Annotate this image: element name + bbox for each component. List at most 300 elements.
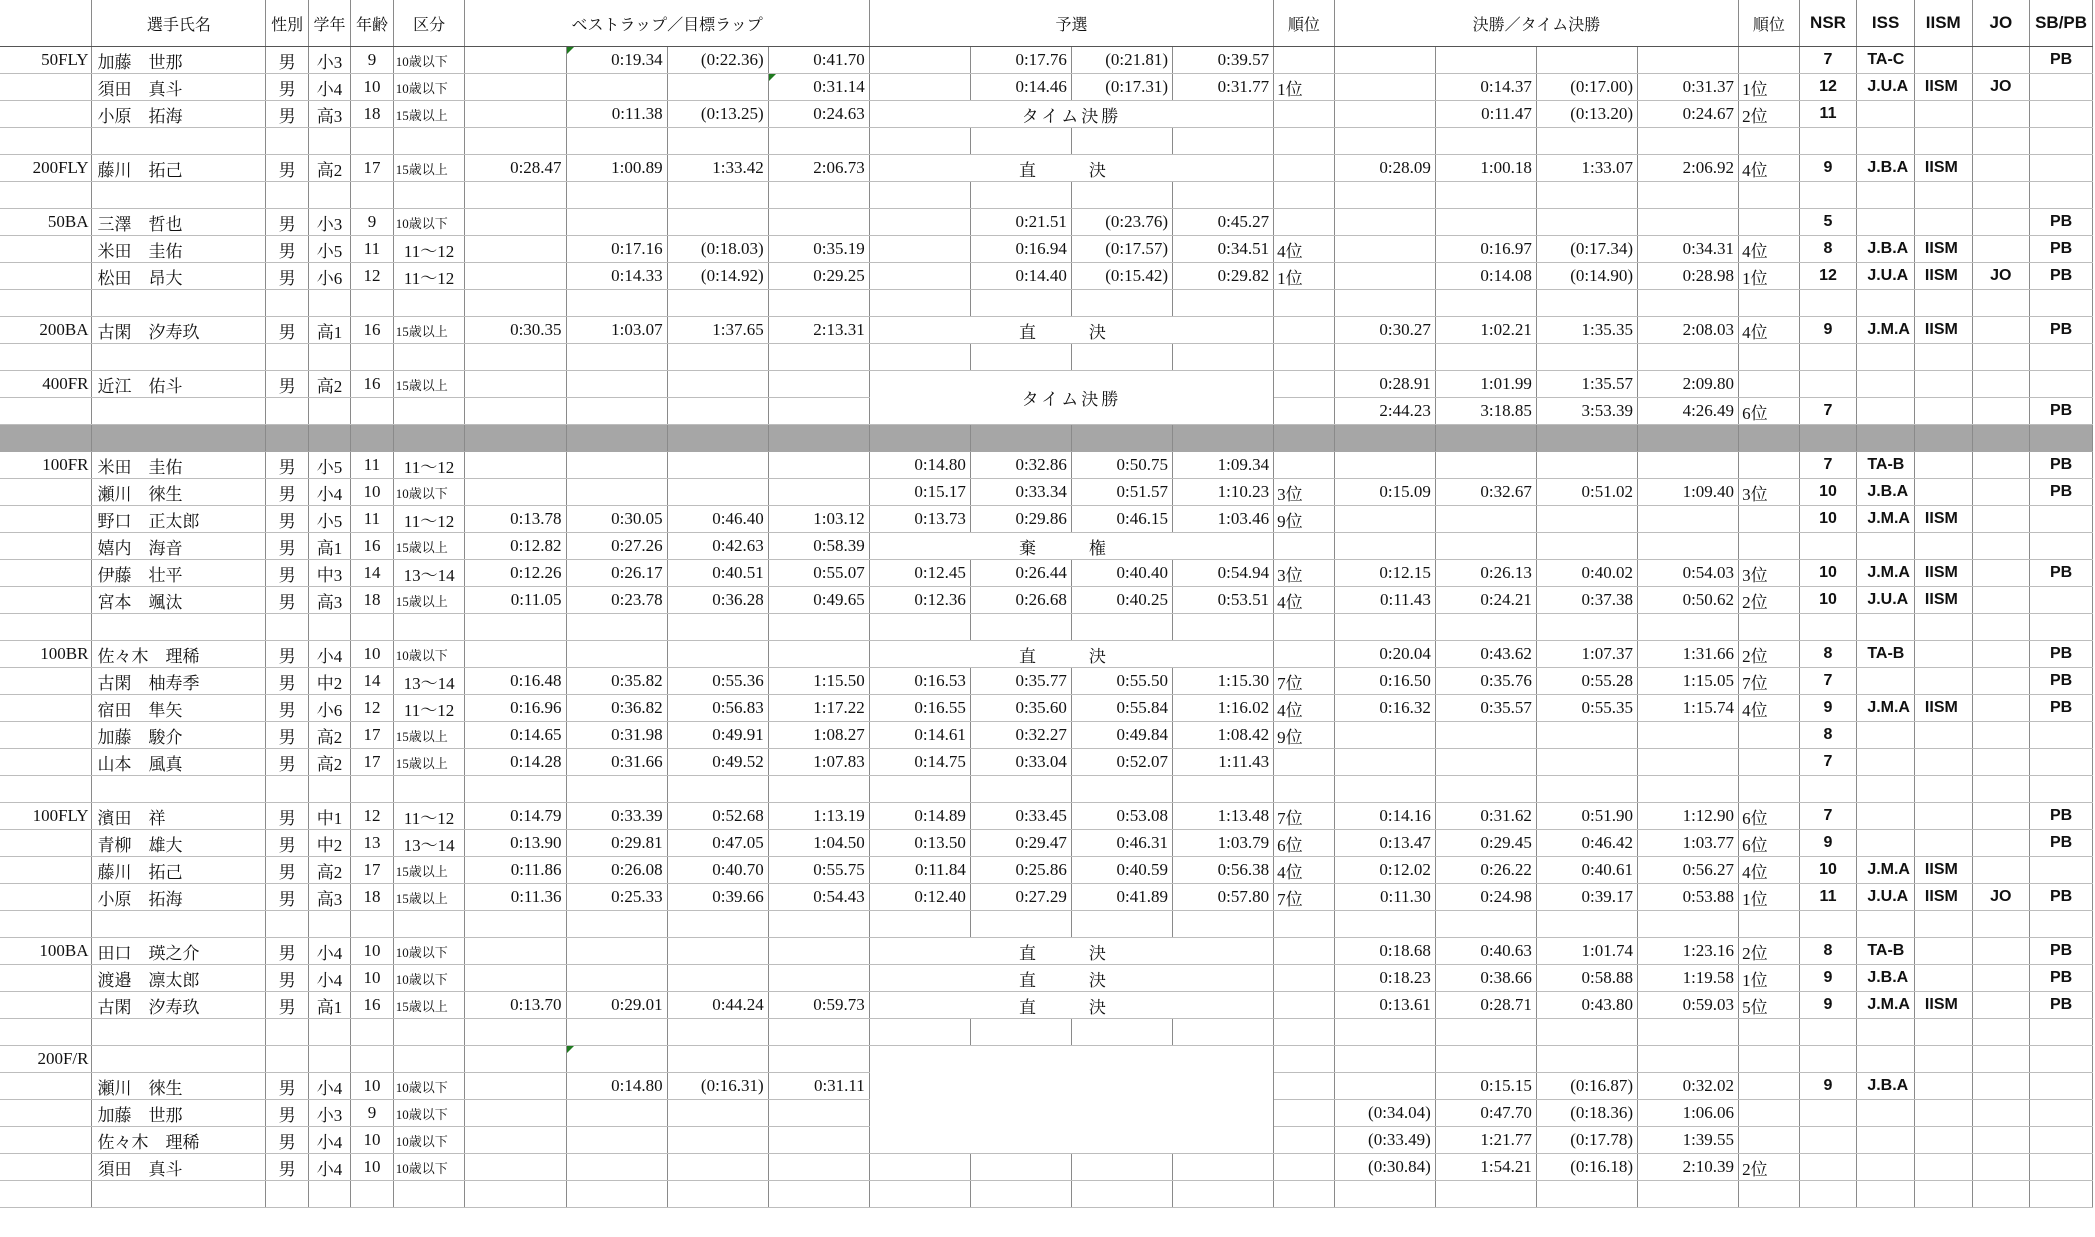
- best-lap-l1-cell[interactable]: [465, 128, 566, 155]
- heat-merged-cell[interactable]: 直 決: [869, 965, 1273, 992]
- best-lap-l3-cell[interactable]: 0:39.66: [667, 884, 768, 911]
- grade-cell[interactable]: 小4: [308, 479, 350, 506]
- final-rank-cell[interactable]: 6位: [1739, 830, 1800, 857]
- best-lap-l3-cell[interactable]: [667, 290, 768, 317]
- final-rank-cell[interactable]: [1739, 911, 1800, 938]
- sex-cell[interactable]: 男: [266, 506, 308, 533]
- best-lap-l3-cell[interactable]: [667, 1154, 768, 1181]
- best-lap-l3-cell[interactable]: 0:46.40: [667, 506, 768, 533]
- jo-cell[interactable]: [1972, 992, 2030, 1019]
- heat-rank-cell[interactable]: [1274, 1046, 1335, 1073]
- sex-cell[interactable]: 男: [266, 857, 308, 884]
- nsr-cell[interactable]: 10: [1799, 506, 1857, 533]
- final-rank-cell[interactable]: [1739, 1127, 1800, 1154]
- final-f4-cell[interactable]: 1:15.74: [1637, 695, 1738, 722]
- heat-h1-cell[interactable]: 0:14.89: [869, 803, 970, 830]
- header-iism[interactable]: IISM: [1914, 0, 1972, 47]
- nsr-cell[interactable]: 8: [1799, 722, 1857, 749]
- jo-cell[interactable]: [1972, 209, 2030, 236]
- heat-h1-cell[interactable]: [869, 425, 970, 452]
- swimmer-name-cell[interactable]: 加藤 世那: [92, 1100, 266, 1127]
- final-rank-cell[interactable]: 2位: [1739, 938, 1800, 965]
- final-f1-cell[interactable]: 0:20.04: [1334, 641, 1435, 668]
- best-lap-l4-cell[interactable]: [768, 1019, 869, 1046]
- header-jo[interactable]: JO: [1972, 0, 2030, 47]
- best-lap-l3-cell[interactable]: [667, 1127, 768, 1154]
- heat-h3-cell[interactable]: 0:46.31: [1071, 830, 1172, 857]
- heat-h2-cell[interactable]: 0:14.40: [970, 263, 1071, 290]
- nsr-cell[interactable]: 9: [1799, 830, 1857, 857]
- iism-cell[interactable]: [1914, 1154, 1972, 1181]
- best-lap-l2-cell[interactable]: 0:14.80: [566, 1073, 667, 1100]
- final-rank-cell[interactable]: [1739, 722, 1800, 749]
- final-f2-cell[interactable]: 1:00.18: [1435, 155, 1536, 182]
- iss-cell[interactable]: TA-B: [1857, 641, 1915, 668]
- sex-cell[interactable]: 男: [266, 749, 308, 776]
- final-rank-cell[interactable]: 5位: [1739, 992, 1800, 1019]
- header-best-lap[interactable]: ベストラップ／目標ラップ: [465, 0, 869, 47]
- sbpb-cell[interactable]: PB: [2030, 263, 2093, 290]
- heat-h1-cell[interactable]: [869, 182, 970, 209]
- swimmer-name-cell[interactable]: 三澤 哲也: [92, 209, 266, 236]
- sex-cell[interactable]: [266, 1046, 308, 1073]
- swimmer-name-cell[interactable]: [92, 1019, 266, 1046]
- jo-cell[interactable]: [1972, 938, 2030, 965]
- jo-cell[interactable]: [1972, 560, 2030, 587]
- final-f1-cell[interactable]: (0:34.04): [1334, 1100, 1435, 1127]
- iss-cell[interactable]: J.M.A: [1857, 695, 1915, 722]
- event-cell[interactable]: [0, 587, 92, 614]
- best-lap-l1-cell[interactable]: [465, 614, 566, 641]
- heat-h4-cell[interactable]: [1173, 614, 1274, 641]
- heat-h2-cell[interactable]: 0:21.51: [970, 209, 1071, 236]
- grade-cell[interactable]: 小5: [308, 236, 350, 263]
- category-cell[interactable]: 15歳以上: [393, 155, 465, 182]
- grade-cell[interactable]: [308, 1019, 350, 1046]
- iss-cell[interactable]: J.M.A: [1857, 857, 1915, 884]
- heat-h4-cell[interactable]: [1173, 911, 1274, 938]
- final-f2-cell[interactable]: 0:38.66: [1435, 965, 1536, 992]
- age-cell[interactable]: 17: [351, 722, 393, 749]
- iism-cell[interactable]: [1914, 128, 1972, 155]
- best-lap-l4-cell[interactable]: 1:07.83: [768, 749, 869, 776]
- best-lap-l1-cell[interactable]: 0:30.35: [465, 317, 566, 344]
- header-category[interactable]: 区分: [393, 0, 465, 47]
- nsr-cell[interactable]: 8: [1799, 641, 1857, 668]
- iism-cell[interactable]: [1914, 1046, 1972, 1073]
- jo-cell[interactable]: [1972, 533, 2030, 560]
- grade-cell[interactable]: [308, 398, 350, 425]
- category-cell[interactable]: 10歳以下: [393, 74, 465, 101]
- age-cell[interactable]: 9: [351, 47, 393, 74]
- sbpb-cell[interactable]: PB: [2030, 317, 2093, 344]
- heat-h1-cell[interactable]: [869, 128, 970, 155]
- best-lap-l4-cell[interactable]: 0:29.25: [768, 263, 869, 290]
- nsr-cell[interactable]: 10: [1799, 587, 1857, 614]
- best-lap-l4-cell[interactable]: [768, 614, 869, 641]
- best-lap-l4-cell[interactable]: 0:31.11: [768, 1073, 869, 1100]
- best-lap-l3-cell[interactable]: [667, 209, 768, 236]
- best-lap-l2-cell[interactable]: [566, 479, 667, 506]
- best-lap-l2-cell[interactable]: 0:31.98: [566, 722, 667, 749]
- age-cell[interactable]: 12: [351, 803, 393, 830]
- heat-rank-cell[interactable]: [1274, 911, 1335, 938]
- iss-cell[interactable]: J.U.A: [1857, 263, 1915, 290]
- event-cell[interactable]: 100FR: [0, 452, 92, 479]
- nsr-cell[interactable]: [1799, 1100, 1857, 1127]
- heat-h1-cell[interactable]: [869, 1019, 970, 1046]
- final-f1-cell[interactable]: 0:16.50: [1334, 668, 1435, 695]
- iss-cell[interactable]: [1857, 1019, 1915, 1046]
- event-cell[interactable]: [0, 1154, 92, 1181]
- best-lap-l2-cell[interactable]: [566, 371, 667, 398]
- final-f3-cell[interactable]: 1:01.74: [1536, 938, 1637, 965]
- grade-cell[interactable]: 高2: [308, 722, 350, 749]
- event-cell[interactable]: [0, 236, 92, 263]
- grade-cell[interactable]: 高2: [308, 155, 350, 182]
- heat-h1-cell[interactable]: 0:11.84: [869, 857, 970, 884]
- final-f4-cell[interactable]: 0:54.03: [1637, 560, 1738, 587]
- jo-cell[interactable]: [1972, 830, 2030, 857]
- category-cell[interactable]: 11～12: [393, 695, 465, 722]
- final-f2-cell[interactable]: 0:26.22: [1435, 857, 1536, 884]
- best-lap-l3-cell[interactable]: (0:16.31): [667, 1073, 768, 1100]
- best-lap-l2-cell[interactable]: [566, 1181, 667, 1208]
- best-lap-l1-cell[interactable]: 0:13.90: [465, 830, 566, 857]
- iism-cell[interactable]: IISM: [1914, 317, 1972, 344]
- final-f4-cell[interactable]: 1:19.58: [1637, 965, 1738, 992]
- swimmer-name-cell[interactable]: [92, 290, 266, 317]
- grade-cell[interactable]: 小3: [308, 47, 350, 74]
- sbpb-cell[interactable]: PB: [2030, 47, 2093, 74]
- jo-cell[interactable]: [1972, 1073, 2030, 1100]
- age-cell[interactable]: 10: [351, 1154, 393, 1181]
- jo-cell[interactable]: JO: [1972, 74, 2030, 101]
- iss-cell[interactable]: J.B.A: [1857, 1073, 1915, 1100]
- header-rank-heats[interactable]: 順位: [1274, 0, 1335, 47]
- sbpb-cell[interactable]: [2030, 155, 2093, 182]
- final-f1-cell[interactable]: 0:12.02: [1334, 857, 1435, 884]
- heat-h3-cell[interactable]: [1071, 1019, 1172, 1046]
- sbpb-cell[interactable]: [2030, 182, 2093, 209]
- final-f4-cell[interactable]: 0:59.03: [1637, 992, 1738, 1019]
- category-cell[interactable]: 15歳以上: [393, 317, 465, 344]
- final-f3-cell[interactable]: [1536, 290, 1637, 317]
- final-rank-cell[interactable]: 1位: [1739, 74, 1800, 101]
- best-lap-l3-cell[interactable]: [667, 398, 768, 425]
- header-nsr[interactable]: NSR: [1799, 0, 1857, 47]
- final-f1-cell[interactable]: [1334, 47, 1435, 74]
- heat-merged-cell[interactable]: 直 決: [869, 992, 1273, 1019]
- heat-h4-cell[interactable]: 1:15.30: [1173, 668, 1274, 695]
- heat-h4-cell[interactable]: 0:53.51: [1173, 587, 1274, 614]
- best-lap-l1-cell[interactable]: [465, 1181, 566, 1208]
- final-f4-cell[interactable]: 1:31.66: [1637, 641, 1738, 668]
- category-cell[interactable]: 15歳以上: [393, 992, 465, 1019]
- age-cell[interactable]: 18: [351, 101, 393, 128]
- heat-h2-cell[interactable]: 0:32.27: [970, 722, 1071, 749]
- grade-cell[interactable]: 高2: [308, 371, 350, 398]
- final-f3-cell[interactable]: (0:13.20): [1536, 101, 1637, 128]
- category-cell[interactable]: [393, 425, 465, 452]
- heat-merged-cell[interactable]: [869, 1046, 1273, 1154]
- best-lap-l4-cell[interactable]: [768, 290, 869, 317]
- age-cell[interactable]: 9: [351, 1100, 393, 1127]
- final-rank-cell[interactable]: [1739, 506, 1800, 533]
- sbpb-cell[interactable]: PB: [2030, 641, 2093, 668]
- age-cell[interactable]: 18: [351, 884, 393, 911]
- header-grade[interactable]: 学年: [308, 0, 350, 47]
- heat-h1-cell[interactable]: 0:16.55: [869, 695, 970, 722]
- sbpb-cell[interactable]: [2030, 722, 2093, 749]
- heat-h3-cell[interactable]: 0:53.08: [1071, 803, 1172, 830]
- iss-cell[interactable]: J.B.A: [1857, 236, 1915, 263]
- sbpb-cell[interactable]: [2030, 749, 2093, 776]
- final-f3-cell[interactable]: [1536, 425, 1637, 452]
- final-f2-cell[interactable]: 0:28.71: [1435, 992, 1536, 1019]
- best-lap-l1-cell[interactable]: [465, 1046, 566, 1073]
- sbpb-cell[interactable]: PB: [2030, 236, 2093, 263]
- sbpb-cell[interactable]: PB: [2030, 398, 2093, 425]
- heat-rank-cell[interactable]: 4位: [1274, 857, 1335, 884]
- best-lap-l2-cell[interactable]: 0:19.34: [566, 47, 667, 74]
- heat-h1-cell[interactable]: [869, 1154, 970, 1181]
- final-f3-cell[interactable]: 0:55.35: [1536, 695, 1637, 722]
- best-lap-l1-cell[interactable]: 0:28.47: [465, 155, 566, 182]
- grade-cell[interactable]: 小6: [308, 695, 350, 722]
- age-cell[interactable]: [351, 776, 393, 803]
- swimmer-name-cell[interactable]: 加藤 世那: [92, 47, 266, 74]
- best-lap-l2-cell[interactable]: 0:29.81: [566, 830, 667, 857]
- best-lap-l1-cell[interactable]: 0:13.70: [465, 992, 566, 1019]
- nsr-cell[interactable]: 7: [1799, 749, 1857, 776]
- swimmer-name-cell[interactable]: 松田 昂大: [92, 263, 266, 290]
- iism-cell[interactable]: IISM: [1914, 587, 1972, 614]
- best-lap-l3-cell[interactable]: (0:18.03): [667, 236, 768, 263]
- sbpb-cell[interactable]: [2030, 857, 2093, 884]
- heat-h3-cell[interactable]: (0:17.31): [1071, 74, 1172, 101]
- final-f2-cell[interactable]: 0:35.76: [1435, 668, 1536, 695]
- final-f2-cell[interactable]: [1435, 209, 1536, 236]
- best-lap-l3-cell[interactable]: [667, 614, 768, 641]
- swimmer-name-cell[interactable]: 藤川 拓己: [92, 155, 266, 182]
- heat-rank-cell[interactable]: 4位: [1274, 695, 1335, 722]
- iss-cell[interactable]: [1857, 1127, 1915, 1154]
- swimmer-name-cell[interactable]: 小原 拓海: [92, 884, 266, 911]
- best-lap-l4-cell[interactable]: [768, 425, 869, 452]
- heat-h1-cell[interactable]: 0:14.61: [869, 722, 970, 749]
- sbpb-cell[interactable]: PB: [2030, 452, 2093, 479]
- grade-cell[interactable]: 高1: [308, 317, 350, 344]
- best-lap-l3-cell[interactable]: [667, 452, 768, 479]
- heat-rank-cell[interactable]: [1274, 290, 1335, 317]
- sex-cell[interactable]: 男: [266, 317, 308, 344]
- final-f2-cell[interactable]: [1435, 47, 1536, 74]
- best-lap-l1-cell[interactable]: 0:14.28: [465, 749, 566, 776]
- sex-cell[interactable]: 男: [266, 155, 308, 182]
- best-lap-l3-cell[interactable]: 0:42.63: [667, 533, 768, 560]
- best-lap-l1-cell[interactable]: [465, 398, 566, 425]
- category-cell[interactable]: 15歳以上: [393, 587, 465, 614]
- final-f1-cell[interactable]: 0:18.23: [1334, 965, 1435, 992]
- sex-cell[interactable]: 男: [266, 641, 308, 668]
- event-cell[interactable]: [0, 182, 92, 209]
- final-f1-cell[interactable]: (0:33.49): [1334, 1127, 1435, 1154]
- heat-h2-cell[interactable]: 0:27.29: [970, 884, 1071, 911]
- best-lap-l3-cell[interactable]: (0:14.92): [667, 263, 768, 290]
- final-f3-cell[interactable]: [1536, 776, 1637, 803]
- final-rank-cell[interactable]: 1位: [1739, 263, 1800, 290]
- iism-cell[interactable]: [1914, 722, 1972, 749]
- swimmer-name-cell[interactable]: 近江 佑斗: [92, 371, 266, 398]
- best-lap-l1-cell[interactable]: 0:16.48: [465, 668, 566, 695]
- final-rank-cell[interactable]: 2位: [1739, 587, 1800, 614]
- best-lap-l2-cell[interactable]: 0:30.05: [566, 506, 667, 533]
- heat-h2-cell[interactable]: 0:29.86: [970, 506, 1071, 533]
- final-f4-cell[interactable]: [1637, 614, 1738, 641]
- age-cell[interactable]: 11: [351, 236, 393, 263]
- final-f4-cell[interactable]: 0:24.67: [1637, 101, 1738, 128]
- heat-h1-cell[interactable]: [869, 263, 970, 290]
- final-f4-cell[interactable]: 2:10.39: [1637, 1154, 1738, 1181]
- final-f2-cell[interactable]: 0:15.15: [1435, 1073, 1536, 1100]
- heat-h2-cell[interactable]: [970, 911, 1071, 938]
- iism-cell[interactable]: [1914, 479, 1972, 506]
- heat-h4-cell[interactable]: 0:56.38: [1173, 857, 1274, 884]
- heat-h2-cell[interactable]: [970, 425, 1071, 452]
- age-cell[interactable]: 12: [351, 695, 393, 722]
- heat-h3-cell[interactable]: 0:55.50: [1071, 668, 1172, 695]
- heat-rank-cell[interactable]: 7位: [1274, 884, 1335, 911]
- header-sbpb[interactable]: SB/PB: [2030, 0, 2093, 47]
- grade-cell[interactable]: [308, 128, 350, 155]
- final-f1-cell[interactable]: 0:28.91: [1334, 371, 1435, 398]
- best-lap-l3-cell[interactable]: [667, 371, 768, 398]
- iss-cell[interactable]: [1857, 668, 1915, 695]
- best-lap-l2-cell[interactable]: 0:31.66: [566, 749, 667, 776]
- final-f4-cell[interactable]: 1:23.16: [1637, 938, 1738, 965]
- final-rank-cell[interactable]: [1739, 614, 1800, 641]
- category-cell[interactable]: 10歳以下: [393, 1073, 465, 1100]
- final-f2-cell[interactable]: 0:16.97: [1435, 236, 1536, 263]
- sex-cell[interactable]: 男: [266, 101, 308, 128]
- best-lap-l2-cell[interactable]: 0:36.82: [566, 695, 667, 722]
- final-rank-cell[interactable]: [1739, 1181, 1800, 1208]
- final-f1-cell[interactable]: [1334, 101, 1435, 128]
- best-lap-l3-cell[interactable]: [667, 1181, 768, 1208]
- best-lap-l1-cell[interactable]: [465, 776, 566, 803]
- best-lap-l1-cell[interactable]: [465, 236, 566, 263]
- age-cell[interactable]: [351, 1019, 393, 1046]
- iism-cell[interactable]: [1914, 425, 1972, 452]
- event-cell[interactable]: [0, 965, 92, 992]
- grade-cell[interactable]: 小3: [308, 1100, 350, 1127]
- best-lap-l3-cell[interactable]: 1:37.65: [667, 317, 768, 344]
- category-cell[interactable]: 10歳以下: [393, 641, 465, 668]
- sbpb-cell[interactable]: [2030, 128, 2093, 155]
- heat-rank-cell[interactable]: [1274, 749, 1335, 776]
- event-cell[interactable]: [0, 1073, 92, 1100]
- jo-cell[interactable]: [1972, 128, 2030, 155]
- heat-h1-cell[interactable]: [869, 290, 970, 317]
- grade-cell[interactable]: 高2: [308, 749, 350, 776]
- swimmer-name-cell[interactable]: 米田 圭佑: [92, 452, 266, 479]
- iss-cell[interactable]: [1857, 182, 1915, 209]
- grade-cell[interactable]: [308, 1181, 350, 1208]
- category-cell[interactable]: 10歳以下: [393, 1127, 465, 1154]
- heat-merged-cell[interactable]: 直 決: [869, 155, 1273, 182]
- best-lap-l1-cell[interactable]: 0:13.78: [465, 506, 566, 533]
- iism-cell[interactable]: [1914, 1127, 1972, 1154]
- event-cell[interactable]: [0, 425, 92, 452]
- iss-cell[interactable]: TA-B: [1857, 452, 1915, 479]
- final-f4-cell[interactable]: 0:32.02: [1637, 1073, 1738, 1100]
- iss-cell[interactable]: [1857, 1100, 1915, 1127]
- heat-h4-cell[interactable]: 0:31.77: [1173, 74, 1274, 101]
- category-cell[interactable]: 10歳以下: [393, 1154, 465, 1181]
- nsr-cell[interactable]: [1799, 371, 1857, 398]
- header-rank-final[interactable]: 順位: [1739, 0, 1800, 47]
- final-f4-cell[interactable]: 1:06.06: [1637, 1100, 1738, 1127]
- final-f3-cell[interactable]: [1536, 1019, 1637, 1046]
- final-f2-cell[interactable]: [1435, 290, 1536, 317]
- event-cell[interactable]: [0, 290, 92, 317]
- heat-h1-cell[interactable]: [869, 209, 970, 236]
- heat-h1-cell[interactable]: [869, 911, 970, 938]
- sex-cell[interactable]: 男: [266, 722, 308, 749]
- final-rank-cell[interactable]: 7位: [1739, 668, 1800, 695]
- best-lap-l4-cell[interactable]: [768, 182, 869, 209]
- best-lap-l2-cell[interactable]: 0:35.82: [566, 668, 667, 695]
- sbpb-cell[interactable]: [2030, 371, 2093, 398]
- nsr-cell[interactable]: [1799, 1019, 1857, 1046]
- final-f4-cell[interactable]: [1637, 209, 1738, 236]
- iss-cell[interactable]: [1857, 344, 1915, 371]
- final-rank-cell[interactable]: [1739, 1019, 1800, 1046]
- heat-h3-cell[interactable]: [1071, 1181, 1172, 1208]
- final-f3-cell[interactable]: 0:37.38: [1536, 587, 1637, 614]
- nsr-cell[interactable]: 7: [1799, 398, 1857, 425]
- final-f3-cell[interactable]: 1:33.07: [1536, 155, 1637, 182]
- event-cell[interactable]: 100BA: [0, 938, 92, 965]
- sex-cell[interactable]: 男: [266, 47, 308, 74]
- sbpb-cell[interactable]: [2030, 74, 2093, 101]
- iss-cell[interactable]: J.M.A: [1857, 560, 1915, 587]
- nsr-cell[interactable]: 7: [1799, 668, 1857, 695]
- best-lap-l3-cell[interactable]: [667, 965, 768, 992]
- best-lap-l4-cell[interactable]: 2:13.31: [768, 317, 869, 344]
- event-cell[interactable]: 200FLY: [0, 155, 92, 182]
- heat-h2-cell[interactable]: 0:32.86: [970, 452, 1071, 479]
- event-cell[interactable]: [0, 1100, 92, 1127]
- best-lap-l3-cell[interactable]: 0:44.24: [667, 992, 768, 1019]
- best-lap-l4-cell[interactable]: [768, 209, 869, 236]
- best-lap-l2-cell[interactable]: [566, 1046, 667, 1073]
- swimmer-name-cell[interactable]: 野口 正太郎: [92, 506, 266, 533]
- swimmer-name-cell[interactable]: [92, 425, 266, 452]
- age-cell[interactable]: 16: [351, 992, 393, 1019]
- best-lap-l4-cell[interactable]: [768, 938, 869, 965]
- heat-h1-cell[interactable]: 0:16.53: [869, 668, 970, 695]
- final-f1-cell[interactable]: [1334, 533, 1435, 560]
- iss-cell[interactable]: J.U.A: [1857, 74, 1915, 101]
- nsr-cell[interactable]: 7: [1799, 452, 1857, 479]
- final-f2-cell[interactable]: [1435, 1046, 1536, 1073]
- final-rank-cell[interactable]: 2位: [1739, 1154, 1800, 1181]
- heat-h2-cell[interactable]: [970, 128, 1071, 155]
- jo-cell[interactable]: [1972, 587, 2030, 614]
- iss-cell[interactable]: [1857, 209, 1915, 236]
